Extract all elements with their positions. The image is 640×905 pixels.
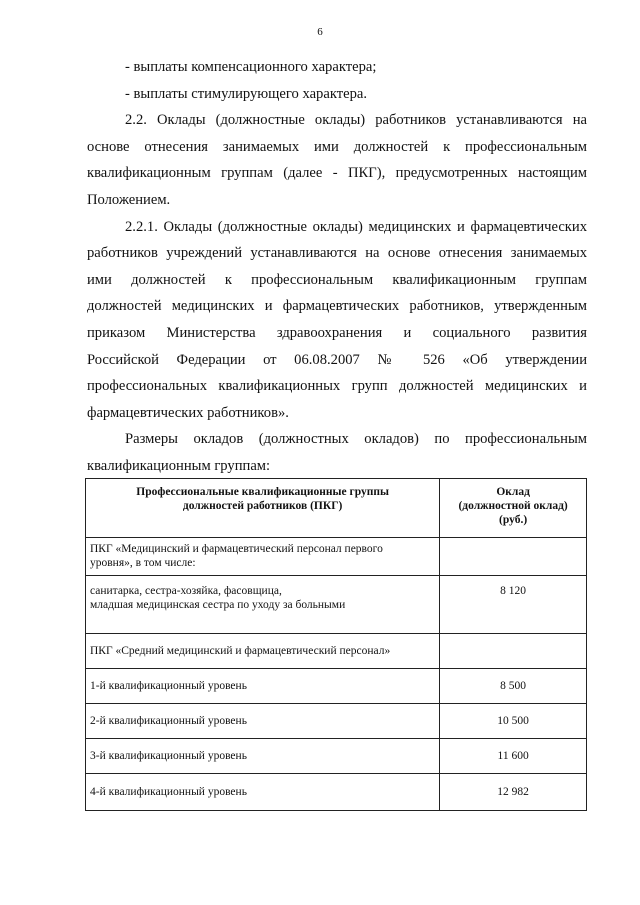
- level-label: 4-й квалификационный уровень: [86, 774, 440, 811]
- table-row: [86, 538, 587, 576]
- empty-cell: [440, 538, 587, 576]
- empty-cell: [440, 634, 587, 669]
- level-label: 1-й квалификационный уровень: [86, 669, 440, 704]
- level-salary: 10 500: [440, 704, 587, 739]
- group1-title: ПКГ «Медицинский и фармацевтический персонал первого уровня», в том числе:: [86, 538, 440, 576]
- bullet-compensation: - выплаты компенсационного характера;: [125, 59, 377, 75]
- level-salary: 8 500: [440, 669, 587, 704]
- table-row: [86, 704, 587, 739]
- level-salary: 12 982: [440, 774, 587, 811]
- table-header-row: [86, 479, 587, 538]
- paragraph-sizes: Размеры окладов (должностных окладов) по профессиональным квалификационным группам:: [87, 431, 587, 474]
- header-salary: Оклад (должностной оклад) (руб.): [440, 479, 587, 538]
- salary-table: [85, 478, 587, 811]
- level-label: 2-й квалификационный уровень: [86, 704, 440, 739]
- body-text: [87, 54, 587, 480]
- table-row: [86, 669, 587, 704]
- table-row: [86, 634, 587, 669]
- table-row: [86, 774, 587, 811]
- paragraph-2-2: 2.2. Оклады (должностные оклады) работников устанавливаются на основе отнесения занимаемых ими должностей к профессиональным квалификационным группам (далее - ПКГ), предусмотренных настоящим Положением.: [87, 112, 587, 208]
- group1-salary: 8 120: [440, 576, 587, 634]
- table-row: [86, 739, 587, 774]
- paragraph-2-2-1: 2.2.1. Оклады (должностные оклады) медицинских и фармацевтических работников учреждений устанавливаются на основе отнесения занимаемых ими должностей к профессиональным квалификационным группам должностей медицинских и фармацевтических работников, утвержденным приказом Министерства здравоохранения и социального развития Российской Федерации от 06.08.2007 № 526 «Об утверждении профессиональных квалификационных групп должностей медицинских и фармацевтических работников».: [87, 218, 587, 421]
- table-row: [86, 576, 587, 634]
- group2-title: ПКГ «Средний медицинский и фармацевтический персонал»: [86, 634, 440, 669]
- bullet-stimulating: - выплаты стимулирующего характера.: [125, 85, 367, 102]
- level-label: 3-й квалификационный уровень: [86, 739, 440, 774]
- header-pkg: Профессиональные квалификационные группы должностей работников (ПКГ): [86, 479, 440, 538]
- level-salary: 11 600: [440, 739, 587, 774]
- group1-positions: санитарка, сестра-хозяйка, фасовщица, младшая медицинская сестра по уходу за больными: [86, 576, 440, 634]
- page-number: 6: [317, 26, 323, 38]
